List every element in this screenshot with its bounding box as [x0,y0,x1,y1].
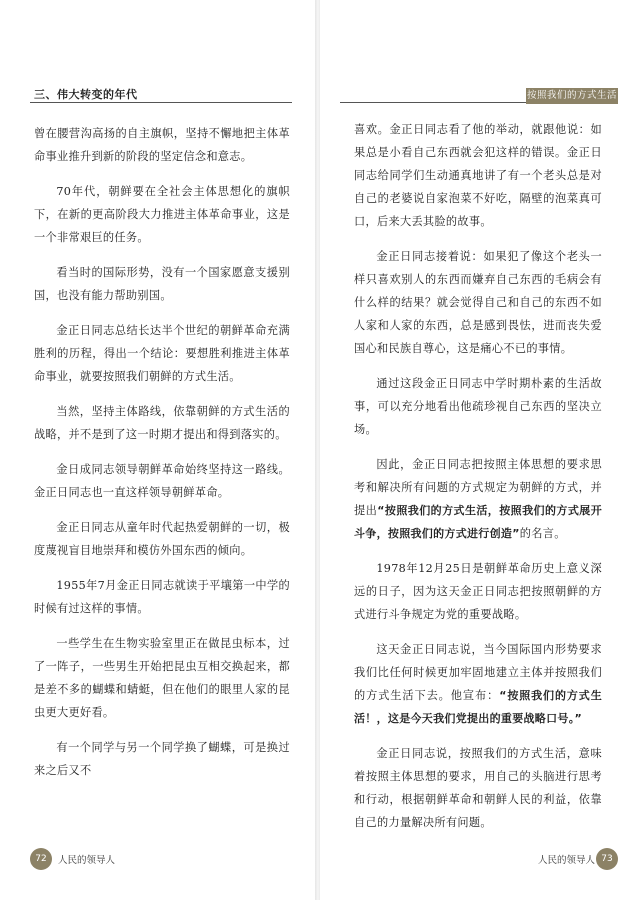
paragraph: 金日成同志领导朝鲜革命始终坚持这一路线。金正日同志也一直这样领导朝鲜革命。 [34,463,290,499]
section-tag: 按照我们的方式生活 [526,88,618,104]
text-segment: 金正日同志说，按照我们的方式生活，意味着按照主体思想的要求，用自己的头脑进行思考和行动，根据朝鲜革命和朝鲜人民的利益，依靠自己的力量解决所有问题。 [354,747,602,829]
paragraph: 看当时的国际形势，没有一个国家愿意支援别国，也没有能力帮助别国。 [34,266,290,302]
paragraph [354,372,602,441]
right-page [320,0,636,900]
footer-label: 人民的领导人 [538,855,596,866]
page-number-badge: 73 [596,848,618,870]
paragraph [354,557,602,626]
paragraph [354,118,602,233]
paragraph: 有一个同学与另一个同学换了蝴蝶，可是换过来之后又不 [34,741,290,777]
footer-label: 人民的领导人 [58,855,116,866]
paragraph: 70年代，朝鲜要在全社会主体思想化的旗帜下，在新的更高阶段大力推进主体革命事业，这是一个非常艰巨的任务。 [34,185,290,244]
paragraph: 1955年7月金正日同志就读于平壤第一中学的时候有过这样的事情。 [34,579,290,615]
text-segment: 这天金正日同志说，当今国际国内形势要求我们比任何时候更加牢固地建立主体并按照我们的方式生活下去。他宣布： [354,643,602,702]
right-body-text [354,118,602,846]
text-segment: 喜欢。金正日同志看了他的举动，就跟他说：如果总是小看自己东西就会犯这样的错误。金正日同志给同学们生动通真地讲了有一个老头总是对自己的老婆说自家泡菜不好吃，隔壁的泡菜真可口，后来大丢其脸的故事。 [354,123,602,228]
left-page [0,0,316,900]
paragraph: 曾在腰营沟高扬的自主旗帜，坚持不懈地把主体革命事业推升到新的阶段的坚定信念和意志。 [34,127,290,163]
text-segment: 因此，金正日同志把按照主体思想的要求思考和解决所有问题的方式规定为朝鲜的方式，并提出 [354,458,602,517]
paragraph [354,453,602,545]
running-head: 三、伟大转变的年代 [34,88,138,101]
paragraph [354,638,602,730]
header-rule [30,102,292,103]
paragraph: 当然，坚持主体路线，依靠朝鲜的方式生活的战略，并不是到了这一时期才提出和得到落实的。 [34,405,290,441]
text-segment: 通过这段金正日同志中学时期朴素的生活故事，可以充分地看出他疏珍视自己东西的坚决立场。 [354,377,602,436]
left-body-text [34,122,290,794]
paragraph [354,742,602,834]
bold-quote: “按照我们的方式生活！，这是今天我们党提出的重要战略口号。” [354,689,602,725]
text-segment: 的名言。 [519,527,566,540]
page-number-badge: 72 [30,848,52,870]
paragraph: 金正日同志从童年时代起热爱朝鲜的一切，极度蔑视盲目地崇拜和模仿外国东西的倾向。 [34,521,290,557]
text-segment: 1978年12月25日是朝鲜革命历史上意义深远的日子，因为这天金正日同志把按照朝鲜的方式进行斗争规定为党的重要战略。 [354,562,602,621]
text-segment: 金正日同志接着说：如果犯了像这个老头一样只喜欢别人的东西而嫌弃自己东西的毛病会有什么样的结果？就会觉得自己和自己的东西不如人家和人家的东西，总是感到畏怯，进而丧失爱国心和民族自尊心，这是痛心不已的事情。 [354,250,602,355]
paragraph: 一些学生在生物实验室里正在做昆虫标本，过了一阵子，一些男生开始把昆虫互相交换起来，都是差不多的蝴蝶和蜻蜓，但在他们的眼里人家的昆虫更大更好看。 [34,637,290,719]
paragraph [354,245,602,360]
paragraph: 金正日同志总结长达半个世纪的朝鲜革命充满胜利的历程，得出一个结论：要想胜利推进主体革命事业，就要按照我们朝鲜的方式生活。 [34,324,290,383]
bold-quote: “按照我们的方式生活，按照我们的方式展开斗争，按照我们的方式进行创造” [354,504,602,540]
